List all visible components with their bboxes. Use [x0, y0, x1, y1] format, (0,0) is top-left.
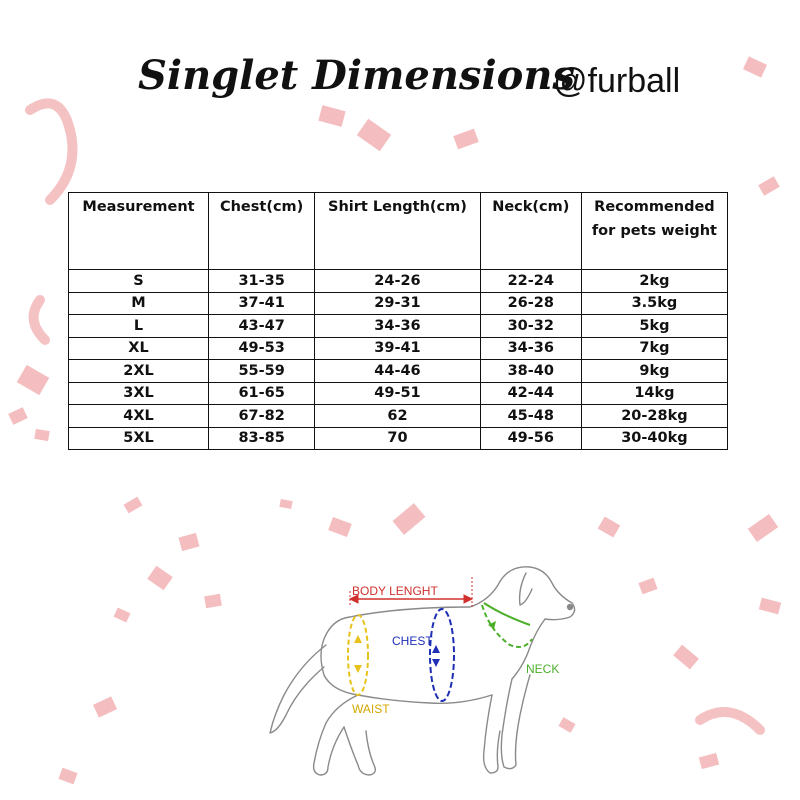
table-row — [69, 382, 728, 405]
table-cell: 49-56 — [480, 427, 581, 450]
table-cell: 45-48 — [480, 405, 581, 428]
column-header: Measurement — [69, 193, 209, 270]
page-title: Singlet Dimensions — [138, 52, 575, 99]
table-cell: 37-41 — [209, 292, 315, 315]
table-cell: L — [69, 315, 209, 338]
table-cell: 34-36 — [315, 315, 480, 338]
dog-measurement-diagram — [240, 555, 590, 795]
table-cell: 42-44 — [480, 382, 581, 405]
table-cell: 34-36 — [480, 337, 581, 360]
table-cell: 5XL — [69, 427, 209, 450]
table-cell: XL — [69, 337, 209, 360]
table-cell: 38-40 — [480, 360, 581, 383]
table-cell: 43-47 — [209, 315, 315, 338]
table-row — [69, 427, 728, 450]
table-cell: 3.5kg — [581, 292, 727, 315]
table-row — [69, 337, 728, 360]
table-cell: 2XL — [69, 360, 209, 383]
table-row — [69, 360, 728, 383]
neck-label: NECK — [526, 662, 560, 676]
table-cell: 7kg — [581, 337, 727, 360]
table-cell: 30-32 — [480, 315, 581, 338]
table-cell: 61-65 — [209, 382, 315, 405]
table-cell: 70 — [315, 427, 480, 450]
neck-marker — [482, 603, 532, 647]
table-cell: 14kg — [581, 382, 727, 405]
table-cell: 20-28kg — [581, 405, 727, 428]
column-header: Neck(cm) — [480, 193, 581, 270]
body-length-label: BODY LENGHT — [352, 584, 438, 598]
column-header: Shirt Length(cm) — [315, 193, 480, 270]
brand-handle: @furball — [553, 62, 681, 100]
table-row — [69, 292, 728, 315]
table-row — [69, 405, 728, 428]
table-row — [69, 270, 728, 293]
table-cell: 29-31 — [315, 292, 480, 315]
table-cell: 67-82 — [209, 405, 315, 428]
table-cell: 31-35 — [209, 270, 315, 293]
table-cell: 22-24 — [480, 270, 581, 293]
table-cell: 44-46 — [315, 360, 480, 383]
table-cell: 9kg — [581, 360, 727, 383]
table-cell: 24-26 — [315, 270, 480, 293]
size-chart-table — [68, 192, 728, 450]
table-cell: M — [69, 292, 209, 315]
table-cell: 2kg — [581, 270, 727, 293]
column-header: Recommended for pets weight — [581, 193, 727, 270]
chest-label: CHEST — [392, 634, 433, 648]
table-cell: 39-41 — [315, 337, 480, 360]
table-row — [69, 315, 728, 338]
column-header: Chest(cm) — [209, 193, 315, 270]
waist-marker — [348, 615, 368, 695]
table-cell: 30-40kg — [581, 427, 727, 450]
table-cell: 83-85 — [209, 427, 315, 450]
table-cell: 4XL — [69, 405, 209, 428]
table-cell: 55-59 — [209, 360, 315, 383]
table-cell: 62 — [315, 405, 480, 428]
table-cell: S — [69, 270, 209, 293]
table-header-row — [69, 193, 728, 270]
table-cell: 3XL — [69, 382, 209, 405]
table-cell: 26-28 — [480, 292, 581, 315]
table-cell: 49-51 — [315, 382, 480, 405]
table-cell: 49-53 — [209, 337, 315, 360]
header — [0, 48, 800, 118]
chest-marker — [430, 609, 454, 701]
waist-label: WAIST — [352, 702, 390, 716]
table-cell: 5kg — [581, 315, 727, 338]
